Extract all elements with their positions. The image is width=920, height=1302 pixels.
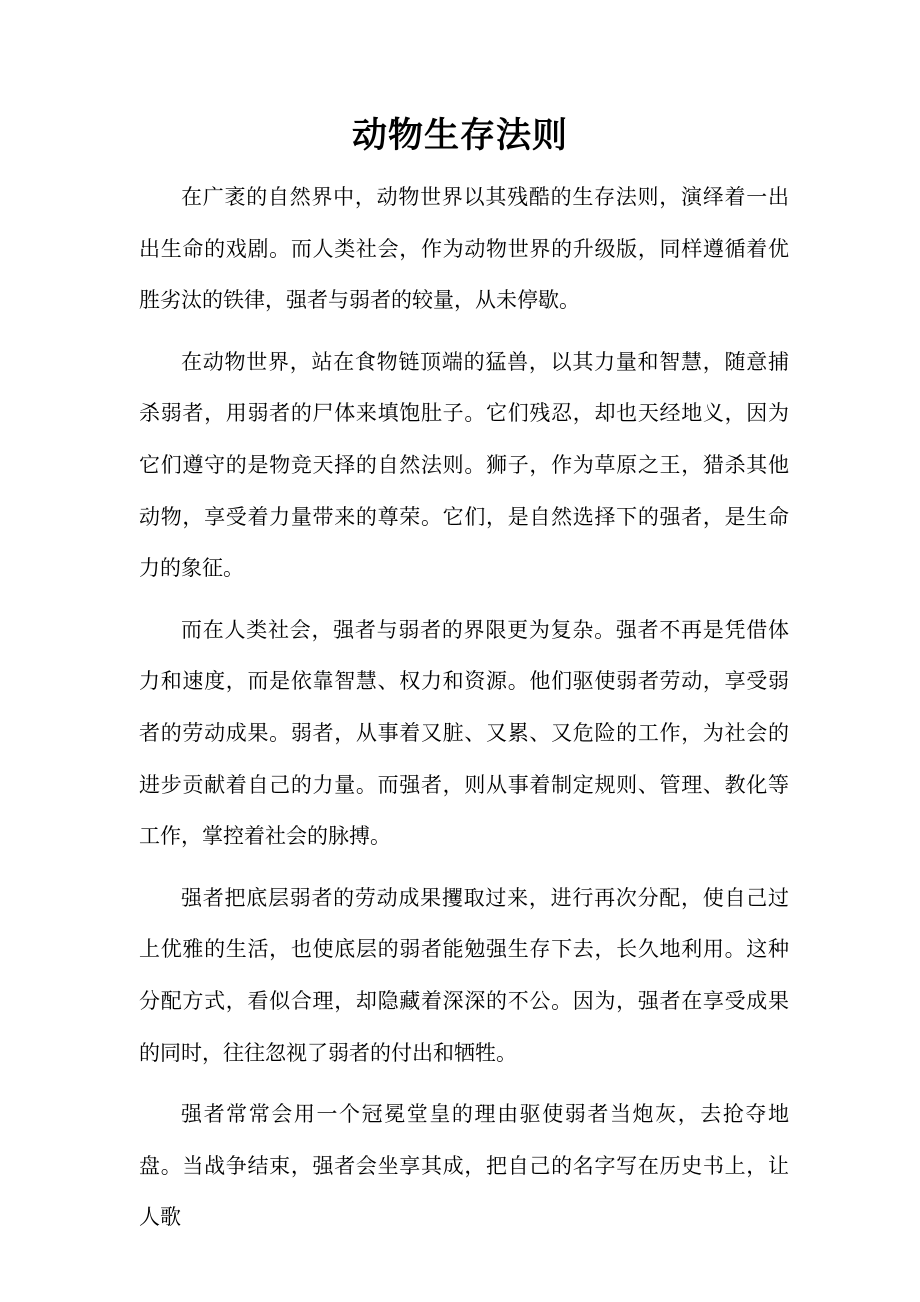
- paragraph: 而在人类社会，强者与弱者的界限更为复杂。强者不再是凭借体力和速度，而是依靠智慧、权力和资源。他们驱使弱者劳动，享受弱者的劳动成果。弱者，从事着又脏、又累、又危险的工作，为社会的进步贡献着自己的力量。而强者，则从事着制定规则、管理、教化等工作，掌控着社会的脉搏。: [139, 617, 789, 849]
- document-title: 动物生存法则: [351, 115, 568, 156]
- paragraph: 在广袤的自然界中，动物世界以其残酷的生存法则，演绎着一出出生命的戏剧。而人类社会，作为动物世界的升级版，同样遵循着优胜劣汰的铁律，强者与弱者的较量，从未停歇。: [139, 185, 789, 313]
- document-body: [139, 172, 789, 1244]
- paragraph: 强者常常会用一个冠冕堂皇的理由驱使弱者当炮灰，去抢夺地盘。当战争结束，强者会坐享其成，把自己的名字写在历史书上，让人歌: [139, 1102, 789, 1230]
- paragraph: 强者把底层弱者的劳动成果攫取过来，进行再次分配，使自己过上优雅的生活，也使底层的弱者能勉强生存下去，长久地利用。这种分配方式，看似合理，却隐藏着深深的不公。因为，强者在享受成果的同时，往往忽视了弱者的付出和牺牲。: [139, 885, 789, 1065]
- paragraph: 在动物世界，站在食物链顶端的猛兽，以其力量和智慧，随意捕杀弱者，用弱者的尸体来填饱肚子。它们残忍，却也天经地义，因为它们遵守的是物竞天择的自然法则。狮子，作为草原之王，猎杀其他动物，享受着力量带来的尊荣。它们，是自然选择下的强者，是生命力的象征。: [139, 349, 789, 581]
